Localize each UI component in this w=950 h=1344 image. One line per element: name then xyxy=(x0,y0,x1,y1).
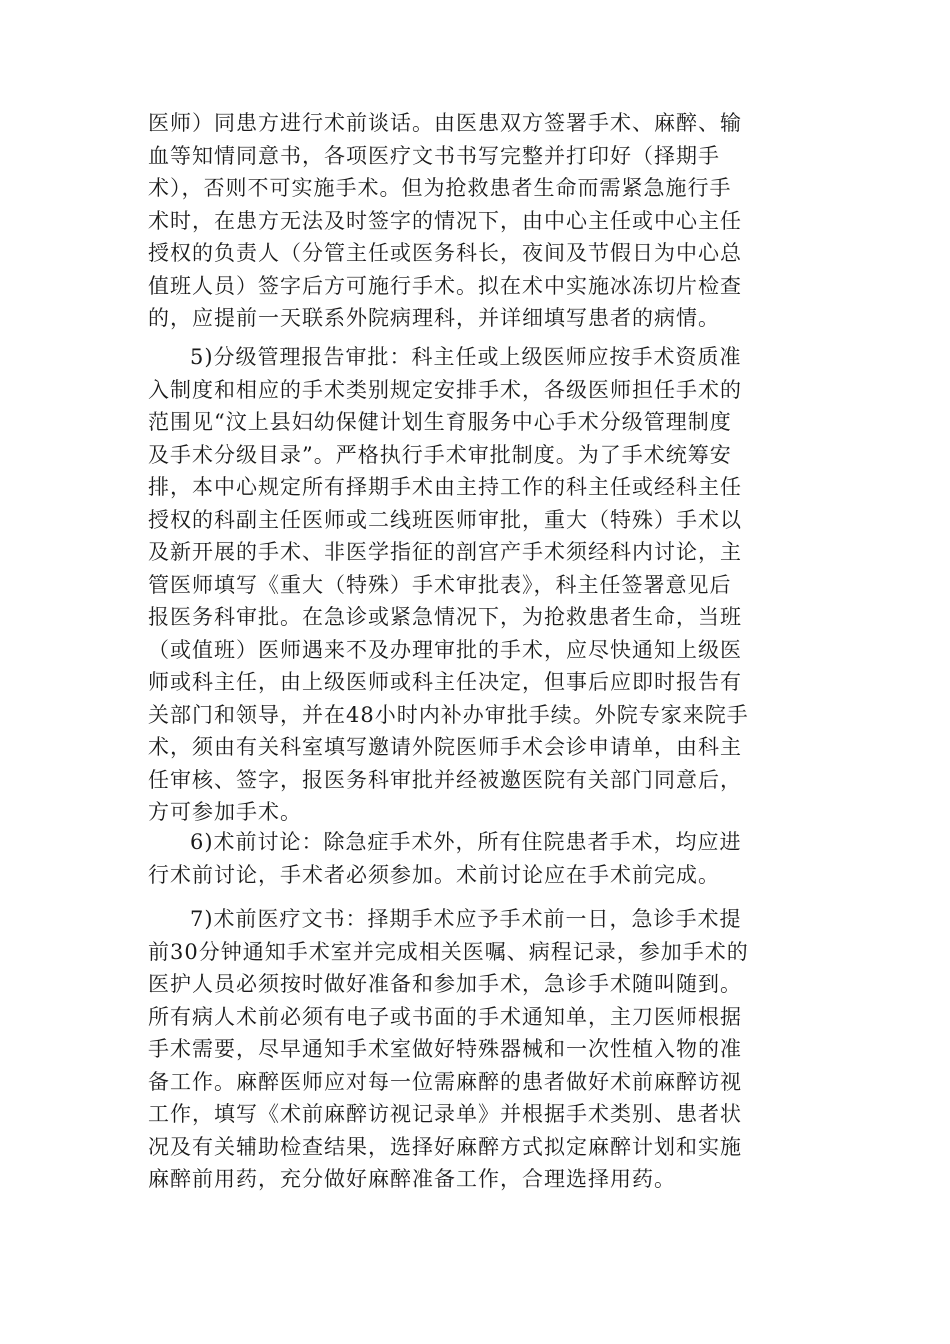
text-line: 5)分级管理报告审批：科主任或上级医师应按手术资质准 xyxy=(190,345,742,369)
text-line: 行术前讨论，手术者必须参加。术前讨论应在手术前完成。 xyxy=(148,862,720,887)
text-line: 入制度和相应的手术类别规定安排手术，各级医师担任手术的 xyxy=(148,377,742,402)
text-line: 师或科主任，由上级医师或科主任决定，但事后应即时报告有 xyxy=(148,670,742,694)
text-line: 术），否则不可实施手术。但为抢救患者生命而需紧急施行手 xyxy=(148,176,732,200)
text-line: 手术需要，尽早通知手术室做好特殊器械和一次性植入物的准 xyxy=(148,1037,742,1061)
text-line: 医师）同患方进行术前谈话。由医患双方签署手术、麻醉、输 xyxy=(148,111,742,135)
paragraph-continuation xyxy=(148,107,808,335)
text-line: 所有病人术前必须有电子或书面的手术通知单，主刀医师根据 xyxy=(148,1004,742,1029)
text-line: 方可参加手术。 xyxy=(148,800,302,824)
text-line: 管医师填写《重大（特殊）手术审批表》，科主任签署意见后 xyxy=(148,572,732,597)
text-line: 备工作。麻醉医师应对每一位需麻醉的患者做好术前麻醉访视 xyxy=(148,1069,742,1094)
text-line: 血等知情同意书，各项医疗文书书写完整并打印好（择期手 xyxy=(148,143,720,168)
text-line: 6)术前讨论：除急症手术外，所有住院患者手术，均应进 xyxy=(190,830,742,854)
text-line: （或值班）医师遇来不及办理审批的手术，应尽快通知上级医 xyxy=(148,637,742,662)
text-line: 术，须由有关科室填写邀请外院医师手术会诊申请单，由科主 xyxy=(148,735,742,759)
paragraph-item-7 xyxy=(148,903,808,1196)
text-line: 麻醉前用药，充分做好麻醉准备工作，合理选择用药。 xyxy=(148,1167,676,1191)
text-line: 关部门和领导，并在48小时内补办审批手续。外院专家来院手 xyxy=(148,702,749,727)
text-line: 工作，填写《术前麻醉访视记录单》并根据手术类别、患者状 xyxy=(148,1102,742,1126)
text-line: 报医务科审批。在急诊或紧急情况下，为抢救患者生命，当班 xyxy=(148,605,742,629)
paragraph-item-6 xyxy=(148,826,808,891)
text-line: 及新开展的手术、非医学指征的剖宫产手术须经科内讨论，主 xyxy=(148,540,742,564)
text-line: 范围见“汶上县妇幼保健计划生育服务中心手术分级管理制度 xyxy=(148,410,732,434)
text-line: 前30分钟通知手术室并完成相关医嘱、病程记录，参加手术的 xyxy=(148,939,749,964)
text-line: 医护人员必须按时做好准备和参加手术，急诊手术随叫随到。 xyxy=(148,972,742,996)
text-line: 术时，在患方无法及时签字的情况下，由中心主任或中心主任 xyxy=(148,208,742,233)
text-line: 及手术分级目录”。严格执行手术审批制度。为了手术统筹安 xyxy=(148,442,732,467)
text-line: 排，本中心规定所有择期手术由主持工作的科主任或经科主任 xyxy=(148,475,742,499)
text-line: 7)术前医疗文书：择期手术应予手术前一日，急诊手术提 xyxy=(190,907,742,931)
text-line: 况及有关辅助检查结果，选择好麻醉方式拟定麻醉计划和实施 xyxy=(148,1134,742,1159)
text-line: 授权的科副主任医师或二线班医师审批，重大（特殊）手术以 xyxy=(148,507,742,532)
text-line: 的，应提前一天联系外院病理科，并详细填写患者的病情。 xyxy=(148,306,720,330)
text-line: 值班人员）签字后方可施行手术。拟在术中实施冰冻切片检查 xyxy=(148,273,742,298)
paragraph-item-5 xyxy=(148,341,808,829)
text-line: 授权的负责人（分管主任或医务科长，夜间及节假日为中心总 xyxy=(148,241,742,265)
text-line: 任审核、签字，报医务科审批并经被邀医院有关部门同意后， xyxy=(148,767,742,792)
